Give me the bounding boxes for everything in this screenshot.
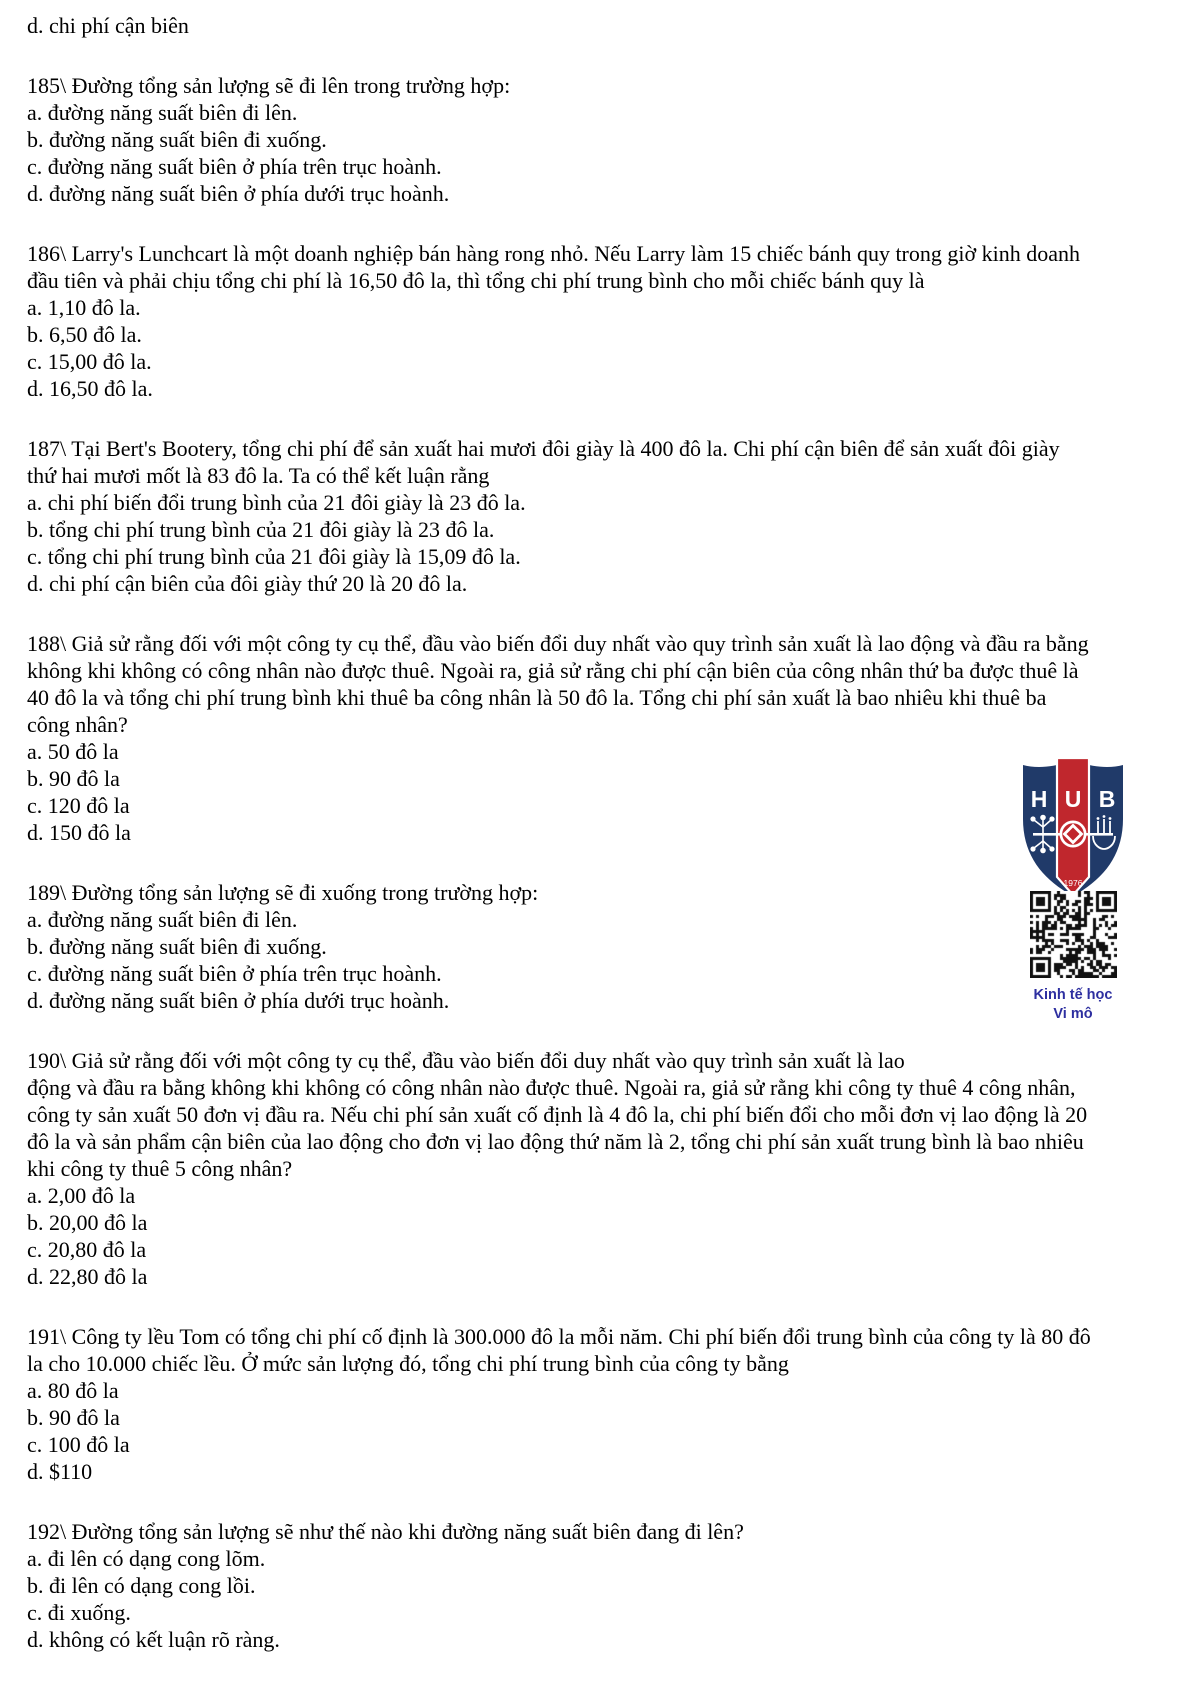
option-a: a. 50 đô la [27,739,119,764]
question-stem [27,1047,1093,1182]
question-number: 186\ [27,241,67,266]
option-d: d. 150 đô la [27,820,131,845]
question-number: 190\ [27,1048,67,1073]
question-number: 185\ [27,73,67,98]
option-c: c. 20,80 đô la [27,1237,147,1262]
coin-diamond-icon [1060,821,1087,848]
question-192 [27,1518,1093,1653]
question-text: Tại Bert's Bootery, tổng chi phí để sản xuất hai mươi đôi giày là 400 đô la. Chi phí cận biên để sản xuất đôi giày thứ hai mươi mốt là 83 đô la. Ta có thể kết luận rằng [27,436,1060,488]
question-text: Giả sử rằng đối với một công ty cụ thể, đầu vào biến đổi duy nhất vào quy trình sản xuất là lao [71,1048,905,1073]
option-c: c. đường năng suất biên ở phía trên trục hoành. [27,961,442,986]
question-number: 188\ [27,631,67,656]
qr-caption-line2: Vi mô [1053,1006,1093,1022]
option-b: b. 90 đô la [27,766,120,791]
question-191 [27,1323,1093,1485]
logo-letter-b: B [1098,786,1116,812]
question-list [27,12,1093,1653]
option-a: a. 1,10 đô la. [27,295,141,320]
option-b: b. đi lên có dạng cong lồi. [27,1573,256,1598]
question-text: Đường tổng sản lượng sẽ đi lên trong trường hợp: [71,73,511,98]
option-d: d. $110 [27,1459,93,1484]
option-a: a. đường năng suất biên đi lên. [27,907,298,932]
question-stem [27,435,1093,489]
qr-code [1030,891,1117,978]
question-188 [27,630,1093,846]
question-stem [27,630,1093,738]
question-text-continued: động và đầu ra bằng không khi không có công nhân nào được thuê. Ngoài ra, giả sử rằng khi công ty thuê 4 công nhân, công ty sản xuất 50 đơn vị đầu ra. Nếu chi phí sản xuất cố định là 4 đô la, chi phí biến đổi cho mỗi đơn vị lao động là 20 đô la và sản phẩm cận biên của lao động cho đơn vị lao động thứ năm là 2, tổng chi phí sản xuất trung bình là bao nhiêu khi công ty thuê 5 công nhân? [27,1075,1088,1181]
question-stem [27,72,1093,99]
option-d: d. chi phí cận biên của đôi giày thứ 20 là 20 đô la. [27,571,468,596]
branding-column [1012,757,1134,1024]
option-c: c. 120 đô la [27,793,130,818]
option-c: c. 15,00 đô la. [27,349,152,374]
question-187 [27,435,1093,597]
logo-letter-h: H [1030,786,1048,812]
hub-university-logo [1021,757,1125,899]
option-b: b. đường năng suất biên đi xuống. [27,127,327,152]
question-stem [27,240,1093,294]
question-number: 187\ [27,436,67,461]
question-text: Larry's Lunchcart là một doanh nghiệp bán hàng rong nhỏ. Nếu Larry làm 15 chiếc bánh quy trong giờ kinh doanh đầu tiên và phải chịu tổng chi phí là 16,50 đô la, thì tổng chi phí trung bình cho mỗi chiếc bánh quy là [27,241,1081,293]
option-d: d. đường năng suất biên ở phía dưới trục hoành. [27,181,450,206]
question-text: Công ty lều Tom có tổng chi phí cố định là 300.000 đô la mỗi năm. Chi phí biến đổi trung bình của công ty là 80 đô la cho 10.000 chiếc lều. Ở mức sản lượng đó, tổng chi phí trung bình của công ty bằng [27,1324,1091,1376]
option-b: b. 90 đô la [27,1405,120,1430]
option-d: d. 22,80 đô la [27,1264,148,1289]
question-text: Đường tổng sản lượng sẽ như thế nào khi đường năng suất biên đang đi lên? [71,1519,744,1544]
option-d: d. 16,50 đô la. [27,376,153,401]
option-a: a. chi phí biến đổi trung bình của 21 đôi giày là 23 đô la. [27,490,526,515]
question-stem [27,1518,1093,1545]
option-c: c. đường năng suất biên ở phía trên trục hoành. [27,154,442,179]
question-185 [27,72,1093,207]
option-d: d. đường năng suất biên ở phía dưới trục hoành. [27,988,450,1013]
question-186 [27,240,1093,402]
qr-caption-line1: Kinh tế học [1033,987,1113,1003]
logo-letter-u: U [1064,786,1082,812]
qr-caption [1012,986,1134,1024]
question-text: Giả sử rằng đối với một công ty cụ thể, đầu vào biến đổi duy nhất vào quy trình sản xuất là lao động và đầu ra bằng không khi không có công nhân nào được thuê. Ngoài ra, giả sử rằng chi phí cận biên của công nhân thứ ba được thuê là 40 đô la và tổng chi phí trung bình khi thuê ba công nhân là 50 đô la. Tổng chi phí sản xuất là bao nhiêu khi thuê ba công nhân? [27,631,1089,737]
leftover-option-d: d. chi phí cận biên [27,13,189,38]
logo-year: 1976 [1063,878,1083,888]
question-number: 189\ [27,880,67,905]
option-c: c. đi xuống. [27,1600,131,1625]
option-a: a. đường năng suất biên đi lên. [27,100,298,125]
question-number: 192\ [27,1519,67,1544]
option-b: b. đường năng suất biên đi xuống. [27,934,327,959]
option-c: c. tổng chi phí trung bình của 21 đôi giày là 15,09 đô la. [27,544,521,569]
question-stem [27,879,1093,906]
option-a: a. 2,00 đô la [27,1183,136,1208]
question-190 [27,1047,1093,1290]
option-b: b. 6,50 đô la. [27,322,142,347]
option-a: a. đi lên có dạng cong lõm. [27,1546,266,1571]
option-b: b. 20,00 đô la [27,1210,148,1235]
option-b: b. tổng chi phí trung bình của 21 đôi giày là 23 đô la. [27,517,495,542]
question-text: Đường tổng sản lượng sẽ đi xuống trong trường hợp: [71,880,539,905]
question-number: 191\ [27,1324,67,1349]
question-stem [27,1323,1093,1377]
option-a: a. 80 đô la [27,1378,119,1403]
question-189 [27,879,1093,1014]
option-d: d. không có kết luận rõ ràng. [27,1627,280,1652]
option-c: c. 100 đô la [27,1432,130,1457]
